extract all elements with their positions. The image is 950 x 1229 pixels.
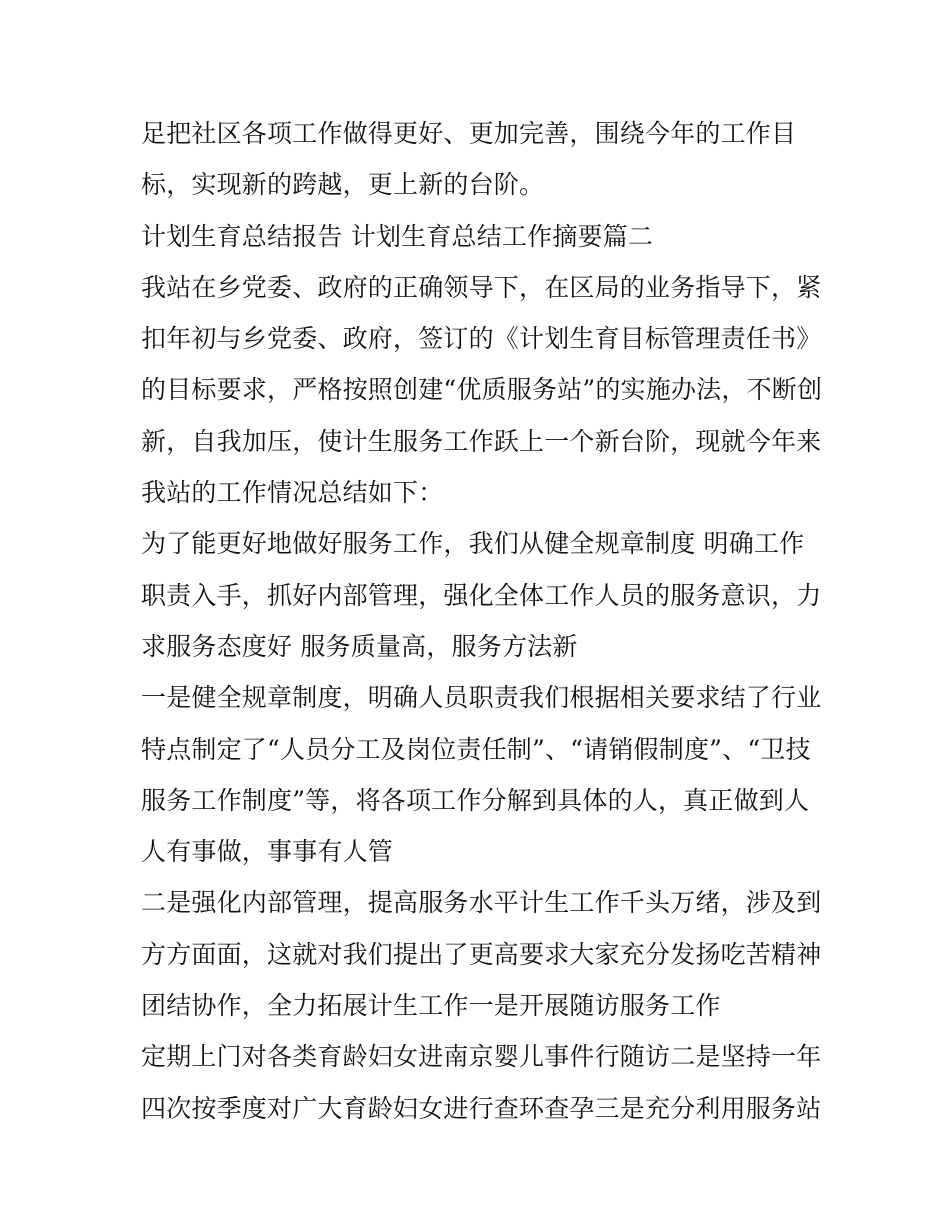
- text-line: 定期上门对各类育龄妇女进南京婴儿事件行随访二是坚持一年: [141, 1042, 822, 1072]
- text-line: 为了能更好地做好服务工作，我们从健全规章制度 明确工作: [141, 529, 805, 559]
- text-line: 求服务态度好 服务质量高，服务方法新: [141, 631, 578, 661]
- text-line: 团结协作，全力拓展计生工作一是开展随访服务工作: [141, 991, 721, 1021]
- text-line: 方方面面，这就对我们提出了更高要求大家充分发扬吃苦精神: [141, 939, 822, 969]
- document-body: [141, 108, 821, 1134]
- text-line: 人有事做，事事有人管: [141, 837, 394, 867]
- text-line: 标，实现新的跨越，更上新的台阶。: [141, 170, 545, 200]
- text-line: 服务工作制度”等，将各项工作分解到具体的人，真正做到人: [141, 785, 810, 815]
- text-line: 我站的工作情况总结如下：: [141, 478, 444, 508]
- text-line: 四次按季度对广大育龄妇女进行查环查孕三是充分利用服务站: [141, 1093, 822, 1123]
- text-line: 我站在乡党委、政府的正确领导下，在区局的业务指导下，紧: [141, 272, 822, 302]
- text-line: 新，自我加压，使计生服务工作跃上一个新台阶，现就今年来: [141, 426, 822, 456]
- text-line: 一是健全规章制度，明确人员职责我们根据相关要求结了行业: [141, 683, 822, 713]
- section-heading: 计划生育总结报告 计划生育总结工作摘要篇二: [141, 221, 654, 251]
- text-line: 足把社区各项工作做得更好、更加完善，围绕今年的工作目: [141, 119, 797, 148]
- text-line: 的目标要求，严格按照创建“优质服务站”的实施办法，不断创: [141, 375, 823, 405]
- text-line: 扣年初与乡党委、政府，签订的《计划生育目标管理责任书》: [141, 324, 822, 354]
- text-line: 特点制定了“人员分工及岗位责任制”、“请销假制度”、“卫技: [141, 734, 811, 764]
- text-line: 二是强化内部管理，提高服务水平计生工作千头万绪，涉及到: [141, 888, 822, 918]
- text-line: 职责入手，抓好内部管理，强化全体工作人员的服务意识，力: [141, 580, 822, 610]
